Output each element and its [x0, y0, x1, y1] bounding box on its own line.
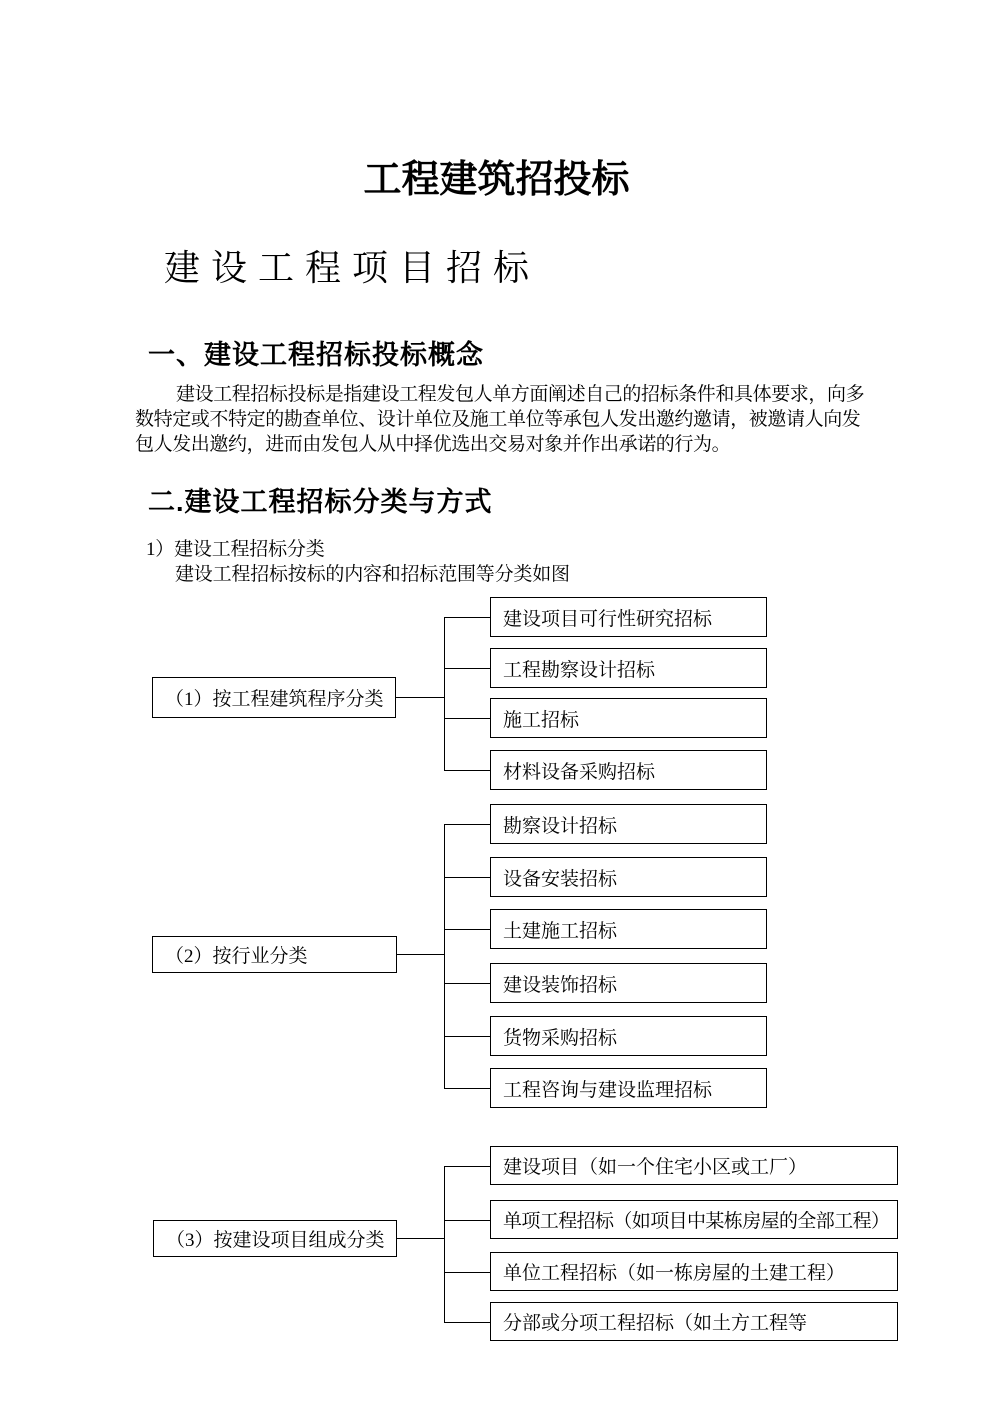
category-box-3: （3）按建设项目组成分类 [153, 1220, 397, 1257]
classification-box: 建设装饰招标 [490, 963, 767, 1003]
trunk-line [444, 824, 445, 1089]
paragraph-line: 包人发出邀约，进而由发包人从中择优选出交易对象并作出承诺的行为。 [135, 434, 731, 455]
diagram-caption: 建设工程招标按标的内容和招标范围等分类如图 [175, 564, 570, 585]
branch-line [444, 1036, 490, 1037]
branch-line [444, 617, 490, 618]
classification-box: 施工招标 [490, 698, 767, 738]
trunk-line [444, 1166, 445, 1323]
category-box-2: （2）按行业分类 [152, 936, 397, 973]
section1-heading: 一、建设工程招标投标概念 [148, 340, 484, 370]
connector-line [397, 1238, 444, 1239]
branch-line [444, 1220, 490, 1221]
paragraph-line: 建设工程招标投标是指建设工程发包人单方面阐述自己的招标条件和具体要求，向多 [176, 384, 865, 405]
classification-box: 材料设备采购招标 [490, 750, 767, 790]
branch-line [444, 1272, 490, 1273]
category-box-1: （1）按工程建筑程序分类 [152, 677, 396, 718]
branch-line [444, 770, 490, 771]
branch-line [444, 877, 490, 878]
branch-line [444, 1322, 490, 1323]
branch-line [444, 929, 490, 930]
classification-box: 建设项目（如一个住宅小区或工厂） [490, 1146, 898, 1185]
connector-line [397, 954, 444, 955]
classification-box: 建设项目可行性研究招标 [490, 597, 767, 637]
trunk-line [444, 617, 445, 771]
classification-box: 货物采购招标 [490, 1016, 767, 1056]
classification-box: 工程咨询与建设监理招标 [490, 1068, 767, 1108]
connector-line [396, 697, 444, 698]
branch-line [444, 983, 490, 984]
document-title: 工程建筑招投标 [363, 159, 630, 201]
classification-box: 勘察设计招标 [490, 804, 767, 844]
branch-line [444, 1088, 490, 1089]
branch-line [444, 668, 490, 669]
classification-box: 单项工程招标（如项目中某栋房屋的全部工程） [490, 1200, 898, 1239]
classification-box: 土建施工招标 [490, 909, 767, 949]
document-subtitle: 建设工程项目招标 [164, 248, 541, 288]
branch-line [444, 1166, 490, 1167]
section2-heading: 二.建设工程招标分类与方式 [148, 487, 493, 517]
section1-paragraph [135, 382, 864, 457]
classification-box: 设备安装招标 [490, 857, 767, 897]
section2-sub-item: 1）建设工程招标分类 [146, 539, 325, 560]
classification-box: 单位工程招标（如一栋房屋的土建工程） [490, 1252, 898, 1291]
classification-box: 工程勘察设计招标 [490, 648, 767, 688]
branch-line [444, 718, 490, 719]
branch-line [444, 824, 490, 825]
paragraph-line: 数特定或不特定的勘查单位、设计单位及施工单位等承包人发出邀约邀请，被邀请人向发 [135, 409, 861, 430]
classification-box: 分部或分项工程招标（如土方工程等 [490, 1302, 898, 1341]
